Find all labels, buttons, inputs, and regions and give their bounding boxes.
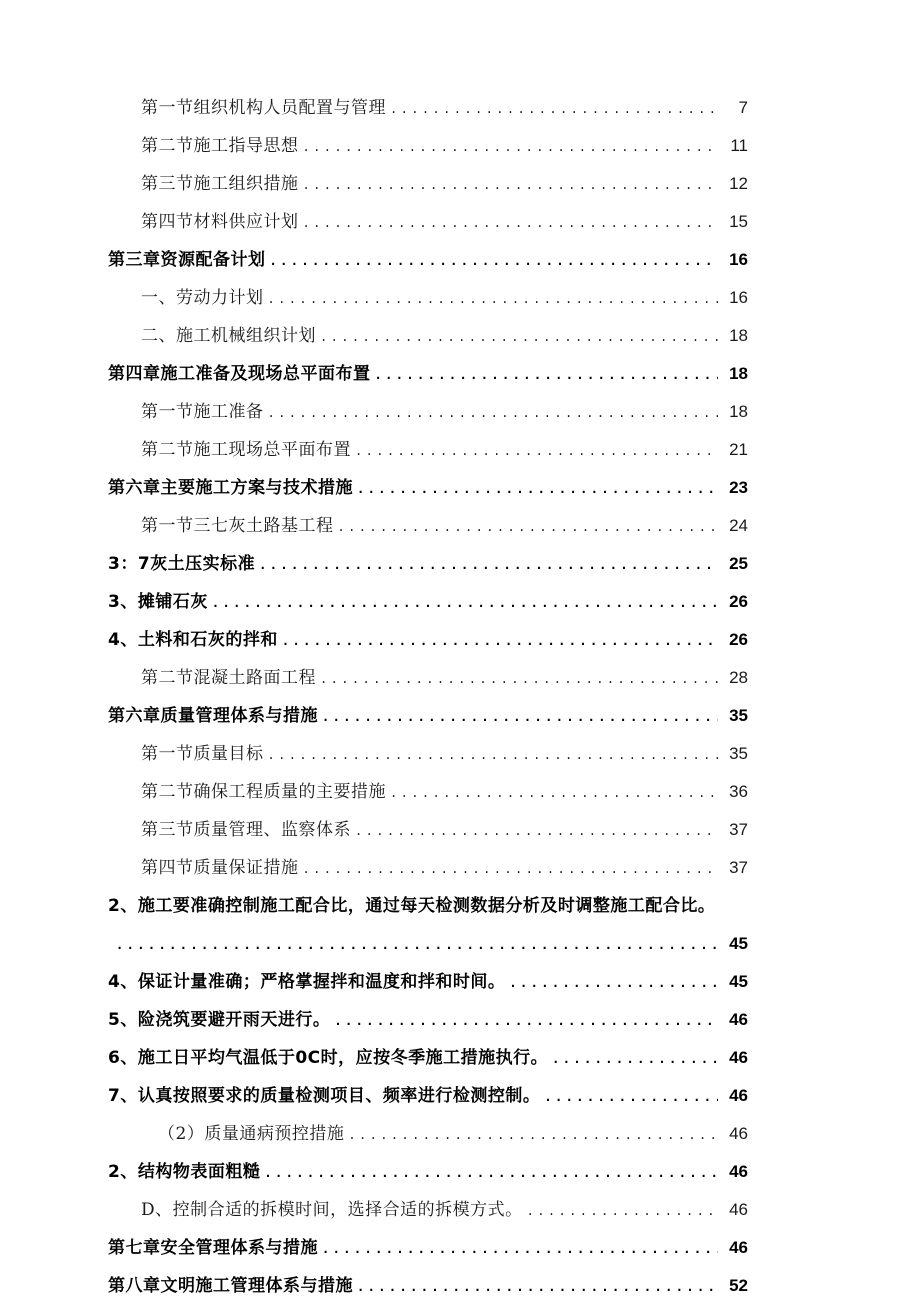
toc-entry[interactable] bbox=[0, 469, 920, 507]
toc-entry[interactable] bbox=[0, 659, 920, 697]
toc-page-number: 46 bbox=[729, 1048, 748, 1067]
toc-dot-leader bbox=[212, 584, 718, 622]
toc-page-number: 7 bbox=[738, 98, 748, 117]
toc-page-number: 46 bbox=[729, 1162, 748, 1181]
toc-page-number: 36 bbox=[729, 782, 748, 801]
toc-entry-title: 7、认真按照要求的质量检测项目、频率进行检测控制。 bbox=[108, 1086, 541, 1106]
toc-entry-title: 第四章施工准备及现场总平面布置 bbox=[108, 364, 371, 384]
toc-page-number: 37 bbox=[729, 820, 748, 839]
toc-entry[interactable] bbox=[0, 507, 920, 545]
toc-page-number: 18 bbox=[729, 402, 748, 421]
toc-entry-title: 第七章安全管理体系与措施 bbox=[108, 1238, 318, 1258]
toc-entry-title: 4、保证计量准确；严格掌握拌和温度和拌和时间。 bbox=[108, 972, 506, 992]
toc-dot-leader bbox=[338, 508, 719, 546]
toc-entry-title: 第三章资源配备计划 bbox=[108, 250, 266, 270]
toc-page-number: 12 bbox=[729, 174, 748, 193]
toc-entry-title: 第六章主要施工方案与技术措施 bbox=[108, 478, 353, 498]
toc-dot-leader bbox=[268, 280, 719, 318]
toc-page-number: 24 bbox=[729, 516, 748, 535]
toc-page-number: 46 bbox=[729, 1124, 748, 1143]
toc-page-number: 23 bbox=[729, 478, 748, 497]
toc-entry[interactable] bbox=[0, 545, 920, 583]
toc-dot-leader bbox=[355, 812, 718, 850]
toc-entry-title: 2、结构物表面粗糙 bbox=[108, 1162, 261, 1182]
toc-entry[interactable] bbox=[0, 1001, 920, 1039]
toc-entry-title: 5、险浇筑要避开雨天进行。 bbox=[108, 1010, 331, 1030]
toc-dot-leader bbox=[268, 394, 719, 432]
toc-page-number: 28 bbox=[729, 668, 748, 687]
toc-page-number: 35 bbox=[729, 744, 748, 763]
toc-page-number: 15 bbox=[729, 212, 748, 231]
toc-entry-title: 第三节施工组织措施 bbox=[141, 174, 299, 194]
toc-dot-leader bbox=[282, 622, 718, 660]
toc-entry-title: 第二节混凝土路面工程 bbox=[141, 668, 316, 688]
toc-page-number: 45 bbox=[729, 972, 748, 991]
toc-entry[interactable] bbox=[0, 431, 920, 469]
toc-dot-leader bbox=[527, 1192, 718, 1230]
toc-entry[interactable] bbox=[0, 241, 920, 279]
toc-dot-leader bbox=[320, 318, 718, 356]
toc-dot-leader bbox=[355, 432, 718, 470]
toc-entry-title: 一、劳动力计划 bbox=[141, 288, 264, 308]
toc-page-number: 26 bbox=[729, 592, 748, 611]
toc-entry[interactable] bbox=[0, 1077, 920, 1115]
toc-dot-leader bbox=[509, 964, 718, 1002]
toc-page-number: 11 bbox=[730, 136, 748, 155]
toc-dot-leader bbox=[116, 926, 718, 964]
toc-entry[interactable] bbox=[0, 279, 920, 317]
toc-entry-title: 第三节质量管理、监察体系 bbox=[141, 820, 351, 840]
toc-entry[interactable] bbox=[0, 811, 920, 849]
toc-page-number: 16 bbox=[729, 250, 748, 269]
toc-entry[interactable] bbox=[0, 1191, 920, 1229]
toc-dot-leader bbox=[303, 850, 719, 888]
toc-page-number: 46 bbox=[729, 1238, 748, 1257]
toc-dot-leader bbox=[270, 242, 719, 280]
toc-entry[interactable] bbox=[0, 925, 920, 963]
toc-page-number: 46 bbox=[729, 1086, 748, 1105]
toc-entry-title: 第一节三七灰土路基工程 bbox=[141, 516, 334, 536]
toc-dot-leader bbox=[259, 546, 718, 584]
toc-entry-title: 第一节施工准备 bbox=[141, 402, 264, 422]
toc-entry[interactable] bbox=[0, 1153, 920, 1191]
toc-entry-title: 第二节确保工程质量的主要措施 bbox=[141, 782, 386, 802]
toc-entry[interactable] bbox=[0, 355, 920, 393]
toc-entry-title: 第四节材料供应计划 bbox=[141, 212, 299, 232]
toc-entry[interactable] bbox=[0, 127, 920, 165]
table-of-contents bbox=[0, 89, 920, 1305]
toc-dot-leader bbox=[544, 1078, 718, 1116]
toc-entry[interactable] bbox=[0, 887, 920, 925]
toc-entry-title: 二、施工机械组织计划 bbox=[141, 326, 316, 346]
toc-entry-title: 6、施工日平均气温低于0C时，应按冬季施工措施执行。 bbox=[108, 1048, 549, 1068]
toc-entry[interactable] bbox=[0, 89, 920, 127]
toc-entry-title: 第二节施工现场总平面布置 bbox=[141, 440, 351, 460]
toc-dot-leader bbox=[264, 1154, 718, 1192]
toc-page-number: 45 bbox=[729, 934, 748, 953]
toc-entry-title: （2）质量通病预控措施 bbox=[158, 1124, 345, 1144]
toc-dot-leader bbox=[320, 660, 718, 698]
toc-dot-leader bbox=[322, 698, 718, 736]
toc-entry-title: 第四节质量保证措施 bbox=[141, 858, 299, 878]
toc-dot-leader bbox=[390, 774, 718, 812]
toc-entry[interactable] bbox=[0, 697, 920, 735]
toc-dot-leader bbox=[357, 1268, 718, 1306]
toc-entry-title: 2、施工要准确控制施工配合比，通过每天检测数据分析及时调整施工配合比。 bbox=[108, 896, 716, 916]
toc-entry[interactable] bbox=[0, 317, 920, 355]
toc-entry-title: 3：7灰土压实标准 bbox=[108, 554, 256, 574]
toc-entry[interactable] bbox=[0, 583, 920, 621]
toc-entry-title: 第六章质量管理体系与措施 bbox=[108, 706, 318, 726]
toc-page-number: 18 bbox=[729, 364, 748, 383]
toc-page-number: 37 bbox=[729, 858, 748, 877]
toc-dot-leader bbox=[268, 736, 719, 774]
toc-entry-title: 第一节质量目标 bbox=[141, 744, 264, 764]
toc-dot-leader bbox=[375, 356, 719, 394]
toc-page-number: 35 bbox=[729, 706, 748, 725]
toc-dot-leader bbox=[303, 204, 719, 242]
toc-entry[interactable] bbox=[0, 1267, 920, 1305]
toc-entry[interactable] bbox=[0, 203, 920, 241]
toc-dot-leader bbox=[322, 1230, 718, 1268]
toc-entry[interactable] bbox=[0, 165, 920, 203]
toc-entry-title: 第一节组织机构人员配置与管理 bbox=[141, 98, 386, 118]
toc-entry[interactable] bbox=[0, 393, 920, 431]
toc-dot-leader bbox=[357, 470, 718, 508]
toc-page-number: 18 bbox=[729, 326, 748, 345]
toc-entry[interactable] bbox=[0, 735, 920, 773]
toc-page-number: 46 bbox=[729, 1010, 748, 1029]
toc-entry-title: 3、摊铺石灰 bbox=[108, 592, 208, 612]
toc-dot-leader bbox=[390, 90, 718, 128]
toc-entry-title: D、控制合适的拆模时间，选择合适的拆模方式。 bbox=[141, 1200, 523, 1220]
toc-entry[interactable] bbox=[0, 1039, 920, 1077]
toc-dot-leader bbox=[334, 1002, 718, 1040]
toc-entry-title: 4、土料和石灰的拌和 bbox=[108, 630, 278, 650]
toc-page-number: 52 bbox=[729, 1276, 748, 1295]
toc-dot-leader bbox=[552, 1040, 718, 1078]
toc-entry[interactable] bbox=[0, 1115, 920, 1153]
toc-entry[interactable] bbox=[0, 963, 920, 1001]
toc-page-number: 16 bbox=[729, 288, 748, 307]
toc-page-number: 46 bbox=[729, 1200, 748, 1219]
toc-dot-leader bbox=[303, 128, 719, 166]
toc-dot-leader bbox=[348, 1116, 718, 1154]
toc-entry-title: 第八章文明施工管理体系与措施 bbox=[108, 1276, 353, 1296]
toc-entry[interactable] bbox=[0, 1229, 920, 1267]
toc-page-number: 25 bbox=[729, 554, 748, 573]
toc-entry-title: 第二节施工指导思想 bbox=[141, 136, 299, 156]
toc-entry[interactable] bbox=[0, 773, 920, 811]
toc-page-number: 21 bbox=[729, 440, 748, 459]
toc-dot-leader bbox=[303, 166, 719, 204]
toc-entry[interactable] bbox=[0, 621, 920, 659]
toc-entry[interactable] bbox=[0, 849, 920, 887]
toc-page-number: 26 bbox=[729, 630, 748, 649]
